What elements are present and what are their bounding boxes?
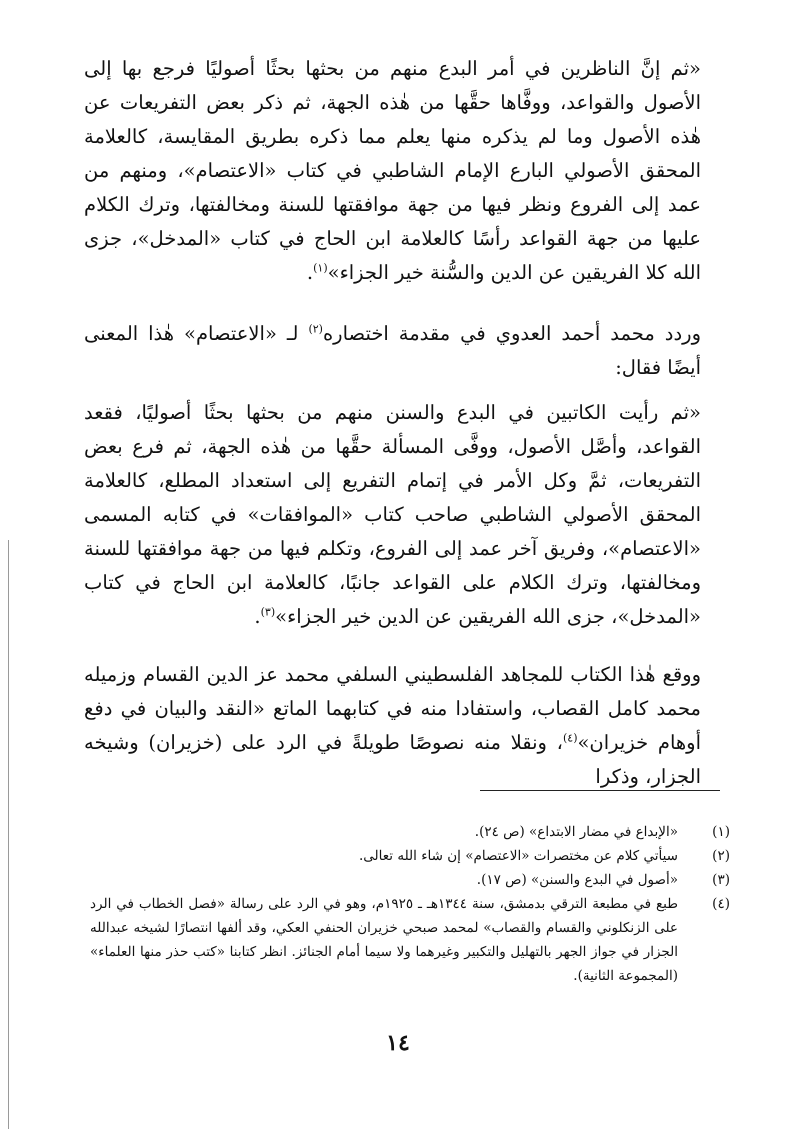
footnote-item — [90, 820, 730, 844]
footnote-ref: (٢) — [308, 322, 323, 336]
paragraph-text-after: . — [254, 605, 261, 628]
scan-edge-line — [8, 540, 9, 1129]
paragraph-quote-2 — [84, 396, 731, 634]
footnote-separator — [480, 790, 720, 791]
paragraph-text-after: ، ونقلا منه نصوصًا طويلةً في الرد على (خزيران) وشيخه الجزار، وذكرا — [84, 731, 701, 788]
paragraph-text-after: لـ «الاعتصام» هٰذا المعنى أيضًا فقال: — [84, 322, 701, 379]
footnote-text: «أصول في البدع والسنن» (ص ١٧). — [476, 872, 678, 888]
footnote-number: (١) — [712, 824, 730, 840]
footnote-number: (٣) — [712, 872, 730, 888]
paragraph-body — [84, 658, 731, 794]
footnote-ref: (١) — [313, 261, 328, 275]
footnote-item — [90, 844, 730, 868]
footnote-text: سيأتي كلام عن مختصرات «الاعتصام» إن شاء الله تعالى. — [359, 848, 678, 864]
footnote-ref: (٣) — [260, 605, 276, 619]
footnote-ref: (٤) — [562, 731, 578, 745]
page-number: ١٤ — [386, 1030, 410, 1056]
footnote-text: طبع في مطبعة الترقي بدمشق، سنة ١٣٤٤هـ ـ ١٩٢٥م، وهو في الرد على رسالة «فصل الخطاب في الرد على الزنكلوني والقسام والقصاب» لمحمد صبحي خزيران الحنفي العكي، وقد ألفها انتصارًا لشيخه عبدالله الجزار في جواز الجهر بالتهليل والتكبير وغيرهما ولا سيما أمام الجنائز. انظر كتابنا «كتب حذر منها العلماء» (المجموعة الثانية). — [90, 896, 678, 984]
footnote-number: (٤) — [712, 896, 730, 912]
footnotes — [90, 820, 730, 988]
paragraph-quote-1: «ثم إنَّ الناظرين في أمر البدع منهم من بحثها بحثًا أصوليًا فرجع بها إلى الأصول والقواعد، ووفَّاها حقَّها من هٰذه الجهة، ثم ذكر بعض التفريعات عن هٰذه الأصول وما لم يذكره منها يعلم مما ذكره بطريق المقايسة، كالعلامة المحقق الأصولي البارع الإمام الشاطبي في كتاب «الاعتصام»، ومنهم من عمد إلى الفروع ونظر فيها من جهة موافقتها للسنة ومخالفتها، وترك الكلام عليها من جهة القواعد رأسًا كالعلامة ابن الحاج في كتاب «المدخل»، جزى الله كلا الفريقين عن الدين والسُّنة خير الجزاء»$^{(١)}$. — [84, 57, 701, 284]
footnote-item — [90, 868, 730, 892]
paragraph-text: وردد محمد أحمد العدوي في مقدمة اختصاره — [322, 322, 701, 345]
paragraph-intro — [84, 317, 731, 385]
footnote-item — [90, 892, 730, 988]
footnote-number: (٢) — [712, 848, 730, 864]
footnote-text: «الإبداع في مضار الابتداع» (ص ٢٤). — [474, 824, 678, 840]
paragraph-text: ووقع هٰذا الكتاب للمجاهد الفلسطيني السلفي محمد عز الدين القسام وزميله محمد كامل القصاب، واستفادا منه في كتابهما الماتع «النقد والبيان في دفع أوهام خزيران» — [84, 663, 702, 754]
paragraph-text: «ثم رأيت الكاتبين في البدع والسنن منهم من بحثها بحثًا أصوليًا، فقعد القواعد، وأصَّل الأصول، ووفَّى المسألة حقَّها من هٰذه الجهة، ثم فرع بعض التفريعات، ثمَّ وكل الأمر في إتمام التفريع إلى استعداد المطلع، كالعلامة المحقق الأصولي الشاطبي صاحب كتاب «الموافقات» في كتابه المسمى «الاعتصام»، وفريق آخر عمد إلى الفروع، وتكلم فيها من جهة موافقتها للسنة ومخالفتها، وترك الكلام على القواعد جانبًا، كالعلامة ابن الحاج في كتاب «المدخل»، جزى الله الفريقين عن الدين خير الجزاء» — [84, 401, 701, 628]
paragraph-text: «ثم إنَّ الناظرين في أمر البدع منهم من بحثها بحثًا أصوليًا فرجع بها إلى الأصول والقواعد، ووفَّاها حقَّها من هٰذه الجهة، ثم ذكر بعض التفريعات عن هٰذه الأصول وما لم يذكره منها يعلم مما ذكره بطريق المقايسة، كالعلامة المحقق الأصولي البارع الإمام الشاطبي في كتاب «الاعتصام»، ومنهم من عمد إلى الفروع ونظر فيها من جهة موافقتها للسنة ومخالفتها، وترك الكلام عليها من جهة القواعد رأسًا كالعلامة ابن الحاج في كتاب «المدخل»، جزى الله كلا الفريقين عن الدين والسُّنة خير الجزاء» — [84, 57, 701, 284]
